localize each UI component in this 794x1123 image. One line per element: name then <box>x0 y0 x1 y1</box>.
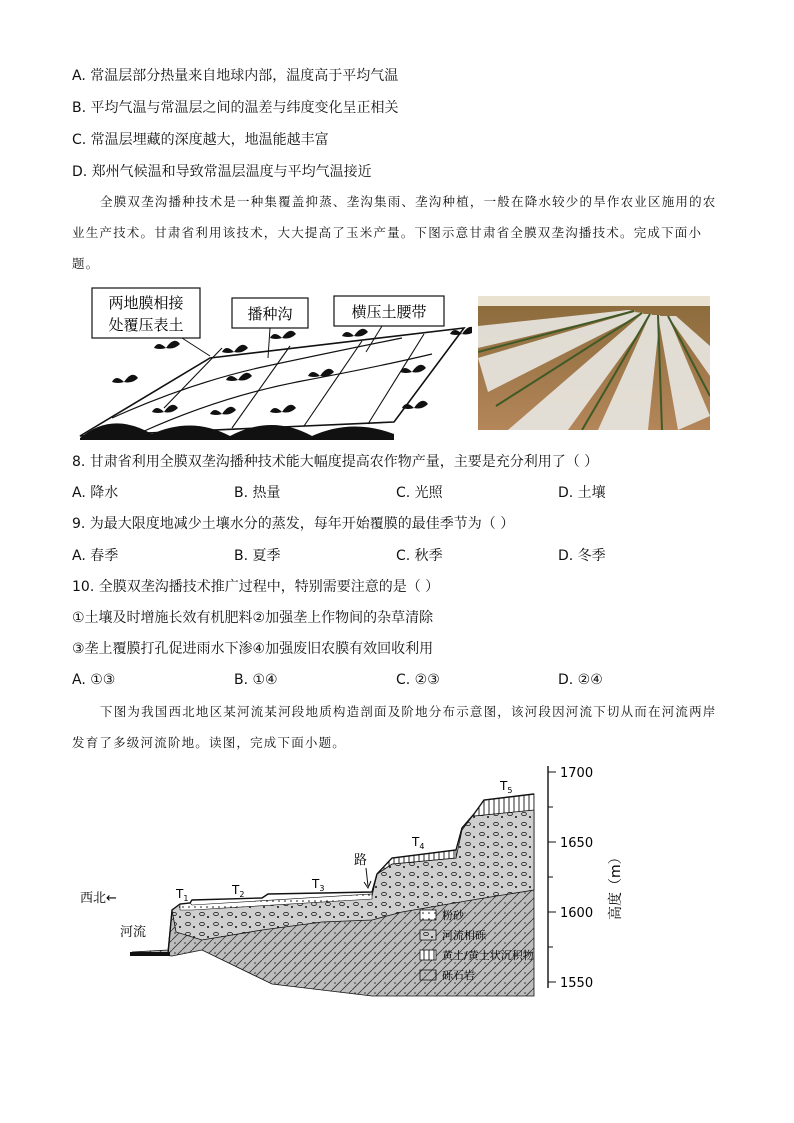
callout-3-text: 横压土腰带 <box>351 303 427 321</box>
terrace-t1-letter: T <box>176 887 184 901</box>
terrace-t4-sub: 4 <box>419 842 425 851</box>
q10-option-a: A. ①③ <box>72 672 116 688</box>
q9-option-a: A. 春季 <box>72 548 119 564</box>
legend-swatch-loess <box>420 950 436 960</box>
river-label: 河流 <box>120 925 147 940</box>
q9-stem: 9. 为最大限度地减少土壤水分的蒸发，每年开始覆膜的最佳季节为（ ） <box>72 516 515 532</box>
q7-option-b: B. 平均气温与常温层之间的温差与纬度变化呈正相关 <box>72 100 399 116</box>
field-photo <box>478 296 710 430</box>
plant-icon <box>342 329 368 337</box>
callout-2-text: 播种沟 <box>247 305 293 323</box>
q9-option-c: C. 秋季 <box>396 548 443 564</box>
legend-label-conglomerate: 砾石岩 <box>442 969 475 982</box>
terrace-t2-letter: T <box>232 883 240 897</box>
terrace-t5-label <box>499 779 512 795</box>
axis-tick-label-1650: 1650 <box>560 836 594 851</box>
film-mulching-diagram <box>72 286 472 440</box>
q7-option-d: D. 郑州气候温和导致常温层温度与平均气温接近 <box>72 164 372 180</box>
axis-title: 高度（m） <box>608 850 624 920</box>
axis-tick-label-1550: 1550 <box>560 976 594 991</box>
q10-option-d: D. ②④ <box>558 672 603 688</box>
plant-icon <box>154 341 180 349</box>
legend-label-silt: 粉砂 <box>442 909 464 922</box>
passage-2 <box>72 696 722 758</box>
terrace-t3-label <box>311 877 324 893</box>
passage-2-text: 下图为我国西北地区某河流某河段地质构造剖面及阶地分布示意图，该河段因河流下切从而在河流两岸发育了多级河流阶地。读图，完成下面小题。 <box>72 704 717 750</box>
callout-1-line-2: 处覆压表土 <box>108 316 184 334</box>
direction-label: 西北← <box>80 891 117 906</box>
legend-swatch-gravel <box>420 930 436 940</box>
q10-statement-1: ①土壤及时增施长效有机肥料②加强垄上作物间的杂草清除 <box>72 610 434 626</box>
q8-stem: 8. 甘肃省利用全膜双垄沟播种技术能大幅度提高农作物产量，主要是充分利用了（ ） <box>72 454 599 470</box>
terrace-t2-label <box>231 883 244 899</box>
plant-icon <box>112 375 138 383</box>
q10-stem: 10. 全膜双垄沟播技术推广过程中，特别需要注意的是（ ） <box>72 579 440 595</box>
q10-option-c: C. ②③ <box>396 672 440 688</box>
terrace-t1-sub: 1 <box>183 894 189 903</box>
axis-tick-label-1700: 1700 <box>560 766 594 781</box>
q10-statement-2: ③垄上覆膜打孔促进雨水下渗④加强废旧农膜有效回收利用 <box>72 641 434 657</box>
field-outline <box>80 328 464 436</box>
axis-tick-label-1600: 1600 <box>560 906 594 921</box>
terrace-t1-label <box>175 887 188 903</box>
photo-sky <box>478 296 710 306</box>
q8-option-b: B. 热量 <box>234 485 281 501</box>
terrace-t5-sub: 5 <box>507 786 513 795</box>
plant-icon <box>222 345 248 353</box>
q9-option-b: B. 夏季 <box>234 548 281 564</box>
passage-1 <box>72 186 722 279</box>
river-terrace-profile <box>72 760 632 1000</box>
callout-leader <box>182 338 210 356</box>
terrace-t3-letter: T <box>312 877 320 891</box>
terrace-t4-letter: T <box>412 835 420 849</box>
q8-option-d: D. 土壤 <box>558 485 606 501</box>
road-arrow <box>366 868 368 886</box>
legend-swatch-silt <box>420 910 436 920</box>
terrace-t2-sub: 2 <box>239 890 245 899</box>
q10-option-b: B. ①④ <box>234 672 278 688</box>
axis-ticks <box>548 772 556 982</box>
terrace-t4-label <box>411 835 424 851</box>
legend-label-loess: 黄土/黄土状沉积物 <box>442 949 534 962</box>
passage-1-text: 全膜双垄沟播种技术是一种集覆盖抑蒸、垄沟集雨、垄沟种植，一般在降水较少的旱作农业区施用的农业生产技术。甘肃省利用该技术，大大提高了玉米产量。下图示意甘肃省全膜双垄沟播技术。完成下面小题。 <box>72 194 717 271</box>
legend-swatch-conglomerate <box>420 970 436 980</box>
terrace-t3-sub: 3 <box>319 884 325 893</box>
q8-option-c: C. 光照 <box>396 485 443 501</box>
road-label: 路 <box>354 853 368 868</box>
legend-label-gravel: 河流相砾 <box>442 929 486 942</box>
q9-option-d: D. 冬季 <box>558 548 606 564</box>
callout-1-line-1: 两地膜相接 <box>108 294 184 312</box>
q7-option-a: A. 常温层部分热量来自地球内部，温度高于平均气温 <box>72 68 399 84</box>
plant-icon <box>270 331 296 339</box>
river-water <box>130 952 170 956</box>
q8-option-a: A. 降水 <box>72 485 119 501</box>
terrace-t5-letter: T <box>500 779 508 793</box>
q7-option-c: C. 常温层埋藏的深度越大，地温能越丰富 <box>72 132 329 148</box>
